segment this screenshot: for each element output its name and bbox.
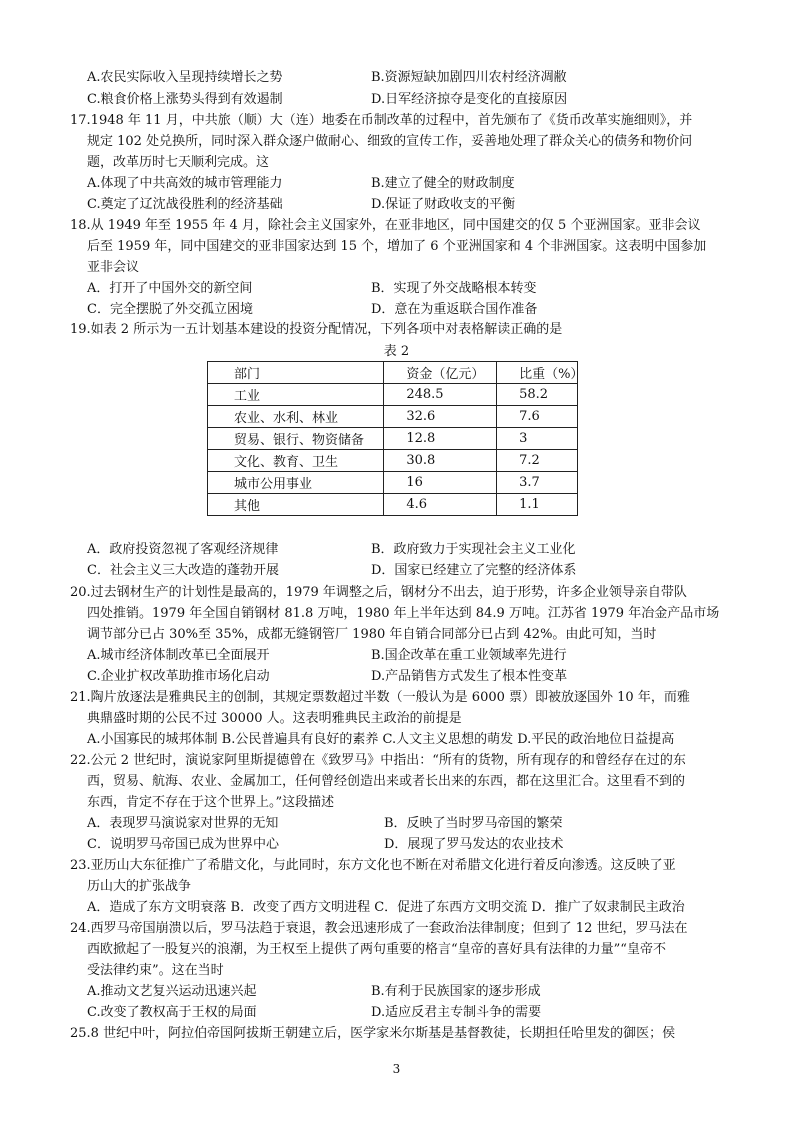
q20-line3: 调节部分已占 30%至 35%，成都无缝钢管厂 1980 年自销合同部分已占到 42%。由此可知，当时 <box>87 627 657 642</box>
q22-line1: 22.公元 2 世纪时，演说家阿里斯提德曾在《致罗马》中指出：“所有的货物，所有现存的和曾经存在过的东 <box>70 753 686 768</box>
table-cell: 工业 <box>208 384 384 406</box>
page-number: 3 <box>392 1062 401 1076</box>
q24-option-a: A.推动文艺复兴运动迅速兴起 <box>87 984 257 999</box>
q25-line1: 25.8 世纪中叶，阿拉伯帝国阿拔斯王朝建立后，医学家米尔斯基是基督教徒，长期担任哈里发的御医；侯 <box>70 1026 676 1041</box>
q22-option-d: D．展现了罗马发达的农业技术 <box>384 837 564 852</box>
q17-line2: 规定 102 处兑换所，同时深入群众逐户做耐心、细致的宣传工作，妥善地处理了群众关心的债务和物价问 <box>87 134 693 149</box>
q18-option-d: D．意在为重返联合国作准备 <box>371 302 538 317</box>
table-row <box>208 428 578 450</box>
table-header-cell: 比重（%） <box>497 362 578 384</box>
q22-option-c: C．说明罗马帝国已成为世界中心 <box>87 837 279 852</box>
q22-option-b: B．反映了当时罗马帝国的繁荣 <box>384 816 563 831</box>
table-cell: 12.8 <box>384 428 497 450</box>
table-header-cell: 部门 <box>208 362 384 384</box>
q19-option-a: A．政府投资忽视了客观经济规律 <box>87 542 279 557</box>
table-cell: 30.8 <box>384 450 497 472</box>
q18-line2: 后至 1959 年，同中国建交的亚非国家达到 15 个，增加了 6 个亚洲国家和 4 个非洲国家。这表明中国参加 <box>87 239 707 254</box>
option-d: D.日军经济掠夺是变化的直接原因 <box>371 92 568 107</box>
q24-option-b: B.有利于民族国家的逐步形成 <box>371 984 541 999</box>
q23-options: A．造成了东方文明衰落 B．改变了西方文明进程 C．促进了东西方文明交流 D．推广了奴隶制民主政治 <box>87 900 685 915</box>
option-b: B.资源短缺加剧四川农村经济凋敝 <box>371 70 567 85</box>
option-a: A.农民实际收入呈现持续增长之势 <box>87 70 283 85</box>
q22-option-a: A．表现罗马演说家对世界的无知 <box>87 816 279 831</box>
table-header-row <box>208 362 578 384</box>
q24-line1: 24.西罗马帝国崩溃以后，罗马法趋于衰退，教会迅速形成了一套政治法律制度；但到了 12 世纪，罗马法在 <box>70 921 688 936</box>
q18-option-a: A．打开了中国外交的新空间 <box>87 281 253 296</box>
q18-option-b: B．实现了外交战略根本转变 <box>371 281 537 296</box>
q21-line1: 21.陶片放逐法是雅典民主的创制，其规定票数超过半数（一般认为是 6000 票）即被放逐国外 10 年，而雅 <box>70 690 690 705</box>
q20-line1: 20.过去钢材生产的计划性是最高的，1979 年调整之后，钢材分不出去，迫于形势，许多企业领导亲自带队 <box>70 585 687 600</box>
q19-option-d: D．国家已经建立了完整的经济体系 <box>371 563 577 578</box>
q18-option-c: C．完全摆脱了外交孤立困境 <box>87 302 253 317</box>
q17-option-b: B.建立了健全的财政制度 <box>371 176 515 191</box>
q23-line2: 历山大的扩张战争 <box>87 879 192 894</box>
q20-option-a: A.城市经济体制改革已全面展开 <box>87 648 270 663</box>
q21-options: A.小国寡民的城邦体制 B.公民普遍具有良好的素养 C.人文主义思想的萌发 D.平民的政治地位日益提高 <box>87 732 675 747</box>
table-row <box>208 494 578 516</box>
table-header-cell: 资金（亿元） <box>384 362 497 384</box>
table-row <box>208 406 578 428</box>
q20-option-d: D.产品销售方式发生了根本性变革 <box>371 669 568 684</box>
q22-line3: 东西，肯定不存在于这个世界上。”这段描述 <box>87 795 335 810</box>
q17-option-c: C.奠定了辽沈战役胜利的经济基础 <box>87 197 283 212</box>
table-cell: 16 <box>384 472 497 494</box>
table-cell: 其他 <box>208 494 384 516</box>
option-c: C.粮食价格上涨势头得到有效遏制 <box>87 92 283 107</box>
table-caption: 表 2 <box>383 344 410 359</box>
investment-table <box>207 361 584 516</box>
q24-line2: 西欧掀起了一股复兴的浪潮，为王权至上提供了两句重要的格言“皇帝的喜好具有法律的力量”“皇帝不 <box>87 942 666 957</box>
q24-option-c: C.改变了教权高于王权的局面 <box>87 1005 257 1020</box>
table-cell: 农业、水利、林业 <box>208 406 384 428</box>
table-cell: 城市公用事业 <box>208 472 384 494</box>
table-cell: 7.6 <box>497 406 578 428</box>
q24-option-d: D.适应反君主专制斗争的需要 <box>371 1005 542 1020</box>
q20-option-b: B.国企改革在重工业领域率先进行 <box>371 648 567 663</box>
q17-line3: 题，改革历时七天顺利完成。这 <box>87 155 270 170</box>
table-cell: 3.7 <box>497 472 578 494</box>
table-cell: 32.6 <box>384 406 497 428</box>
table-cell: 58.2 <box>497 384 578 406</box>
q18-line1: 18.从 1949 年至 1955 年 4 月，除社会主义国家外，在亚非地区，同中国建交的仅 5 个亚洲国家。亚非会议 <box>70 218 701 233</box>
q17-option-a: A.体现了中共高效的城市管理能力 <box>87 176 283 191</box>
q19-option-c: C．社会主义三大改造的蓬勃开展 <box>87 563 279 578</box>
q21-line2: 典鼎盛时期的公民不过 30000 人。这表明雅典民主政治的前提是 <box>87 711 462 726</box>
q24-line3: 受法律约束”。这在当时 <box>87 963 224 978</box>
table-row <box>208 472 578 494</box>
q17-option-d: D.保证了财政收支的平衡 <box>371 197 516 212</box>
q19-line1: 19.如表 2 所示为一五计划基本建设的投资分配情况，下列各项中对表格解读正确的是 <box>70 322 563 337</box>
q20-line2: 四处推销。1979 年全国自销钢材 81.8 万吨，1980 年上半年达到 84.9 万吨。江苏省 1979 年冶金产品市场 <box>87 606 720 621</box>
table-cell: 3 <box>497 428 578 450</box>
table-cell: 文化、教育、卫生 <box>208 450 384 472</box>
table-cell: 248.5 <box>384 384 497 406</box>
table-cell: 7.2 <box>497 450 578 472</box>
q19-option-b: B．政府致力于实现社会主义工业化 <box>371 542 576 557</box>
table-cell: 4.6 <box>384 494 497 516</box>
q22-line2: 西，贸易、航海、农业、金属加工，任何曾经创造出来或者长出来的东西，都在这里汇合。这里看不到的 <box>87 774 686 789</box>
table-row <box>208 384 578 406</box>
q18-line3: 亚非会议 <box>87 260 140 275</box>
q23-line1: 23.亚历山大东征推广了希腊文化，与此同时，东方文化也不断在对希腊文化进行着反向渗透。这反映了亚 <box>70 858 676 873</box>
q20-option-c: C.企业扩权改革助推市场化启动 <box>87 669 270 684</box>
table-cell: 1.1 <box>497 494 578 516</box>
q17-line1: 17.1948 年 11 月，中共旅（顺）大（连）地委在币制改革的过程中，首先颁布了《货币改革实施细则》，并 <box>70 113 693 128</box>
table-cell: 贸易、银行、物资储备 <box>208 428 384 450</box>
table-row <box>208 450 578 472</box>
